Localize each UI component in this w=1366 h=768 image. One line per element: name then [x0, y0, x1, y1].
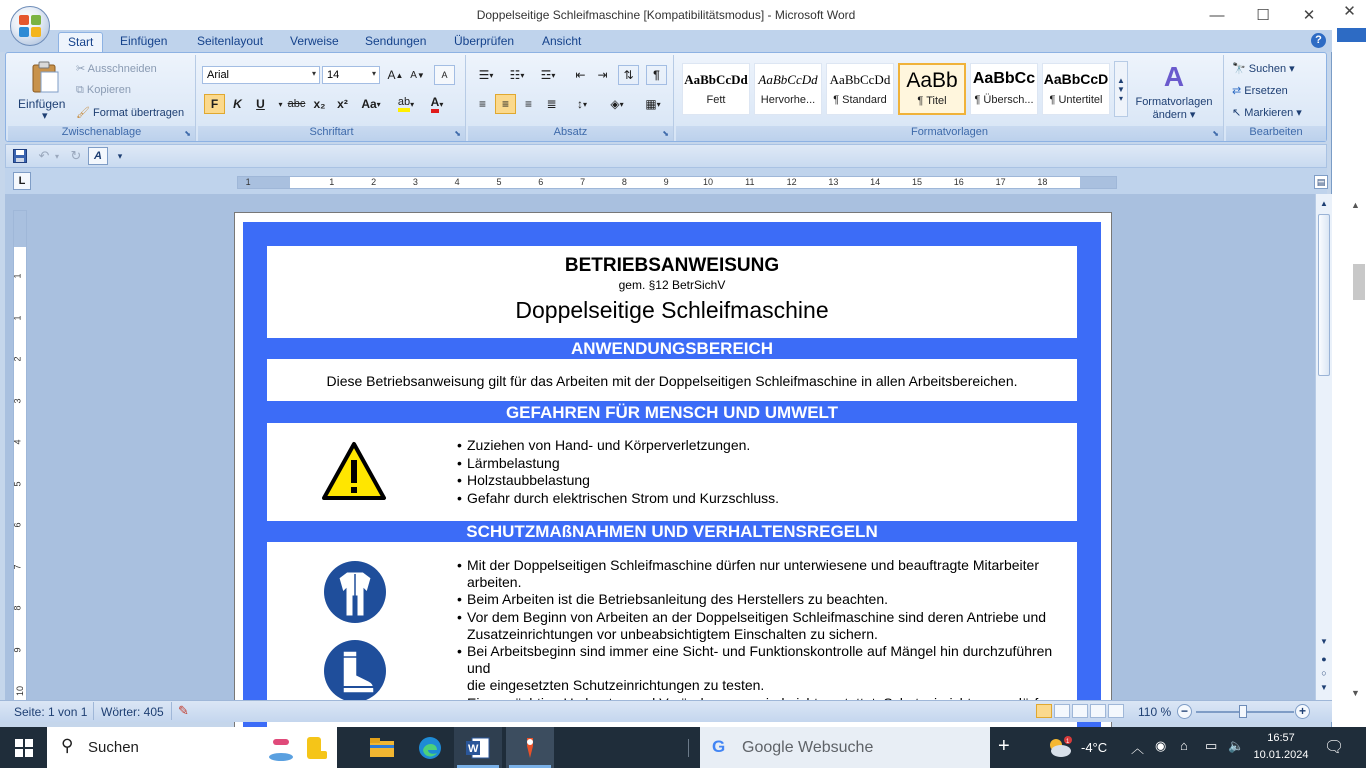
- chevron-up-icon[interactable]: ▲: [1117, 75, 1125, 85]
- cut-label: Ausschneiden: [87, 63, 157, 75]
- background-window-edge: [1333, 0, 1366, 727]
- style-name: ¶ Untertitel: [1049, 94, 1103, 106]
- copy-label: Kopieren: [86, 84, 131, 96]
- google-search-label: Google Websuche: [742, 739, 874, 756]
- justify-icon[interactable]: ≣: [546, 97, 557, 111]
- list-item: • Lärmbelastung: [457, 455, 779, 473]
- align-right-icon[interactable]: ≡: [524, 97, 532, 111]
- ruler-label: 1: [12, 273, 23, 279]
- subscript-button[interactable]: x₂: [313, 97, 326, 111]
- style-preview: AaBbCc: [972, 70, 1036, 87]
- safety-boots-icon: [323, 639, 387, 703]
- change-case-button[interactable]: [358, 94, 384, 114]
- bullets-icon[interactable]: ☰ ▾: [478, 68, 494, 82]
- style-preview: AaBb: [906, 69, 958, 92]
- ruler-label: 16: [953, 177, 964, 187]
- underline-dropdown-icon[interactable]: ▾: [278, 99, 283, 109]
- ruler-label: 4: [12, 439, 23, 445]
- ruler-label: 9: [12, 646, 23, 653]
- styles-launcher-icon[interactable]: ⬊: [1212, 129, 1219, 138]
- ribbon: [5, 52, 1327, 142]
- ruler-area: [5, 168, 1327, 194]
- search-label: Suchen: [88, 739, 139, 756]
- background-scroll-thumb[interactable]: [1353, 264, 1365, 300]
- ruler-label: 17: [995, 177, 1006, 187]
- copy-icon: ⧉: [76, 84, 84, 96]
- zoom-slider-thumb[interactable]: [1239, 705, 1247, 718]
- select-label: Markieren: [1244, 107, 1294, 119]
- view-ruler-icon[interactable]: ▤: [1314, 175, 1328, 189]
- style-name: ¶ Übersch...: [974, 94, 1034, 106]
- chevron-down-icon: ▾: [311, 69, 316, 78]
- list-item: • Holzstaubbelastung: [457, 472, 779, 490]
- weather-temp[interactable]: -4°C: [1081, 740, 1108, 755]
- ruler-label: 6: [538, 177, 544, 187]
- style-untertitel[interactable]: [1042, 63, 1110, 115]
- style-titel[interactable]: [898, 63, 966, 115]
- more-icon[interactable]: ▾: [1118, 93, 1123, 103]
- group-label-clipboard: Zwischenablage: [8, 126, 195, 141]
- quick-access-toolbar: [5, 144, 1327, 168]
- proofing-icon[interactable]: ✎: [178, 703, 189, 718]
- minimize-button[interactable]: —: [1209, 6, 1225, 24]
- style-preview: AaBbCcDd: [829, 72, 891, 87]
- group-label-editing: Bearbeiten: [1226, 126, 1326, 141]
- web-layout-icon[interactable]: [1072, 704, 1088, 718]
- style-standard[interactable]: [826, 63, 894, 115]
- change-styles-button[interactable]: Formatvorlagen ändern ▾: [1135, 96, 1213, 121]
- format-painter-button[interactable]: [76, 106, 184, 119]
- list-item: • Mit der Doppelseitigen Schleifmaschine dürfen nur unterwiesene und beauftragte Mitarbeiter: [457, 557, 1077, 574]
- ruler-label: 8: [12, 605, 23, 611]
- word-count[interactable]: Wörter: 405: [101, 705, 164, 719]
- grow-font-icon[interactable]: A ▲: [387, 68, 404, 82]
- ruler-label: 18: [1037, 177, 1048, 187]
- ruler-label: 5: [496, 177, 502, 187]
- google-search-box[interactable]: [700, 727, 990, 768]
- numbering-icon[interactable]: ☷ ▾: [509, 68, 525, 82]
- decrease-indent-icon[interactable]: ⇤: [575, 68, 586, 82]
- ruler-label: 3: [412, 177, 418, 187]
- scroll-down-icon[interactable]: ▼: [1320, 636, 1328, 646]
- group-styles: [676, 55, 1224, 141]
- ruler-label: 7: [580, 177, 586, 187]
- style-preview: AaBbCcD: [1043, 71, 1109, 87]
- format-painter-label: Format übertragen: [93, 107, 185, 119]
- cursor-icon: ↖: [1232, 107, 1242, 119]
- hazards-box: [267, 423, 1077, 521]
- notification-icon[interactable]: 🗨: [1324, 739, 1345, 756]
- help-icon[interactable]: ?: [1311, 33, 1326, 48]
- chevron-up-icon[interactable]: ▲: [1351, 200, 1360, 210]
- list-item: • Beim Arbeiten ist die Betriebsanleitung des Herstellers zu beachten.: [457, 591, 1077, 608]
- document-page[interactable]: [234, 212, 1112, 732]
- outline-icon[interactable]: [1090, 704, 1106, 718]
- list-item-continuation: Zusatzeinrichtungen vor unbeabsichtigtem Einschalten zu sichern.: [467, 625, 878, 642]
- group-editing: [1226, 55, 1326, 141]
- shading-icon[interactable]: ◈ ▾: [610, 97, 624, 111]
- scope-box: [267, 359, 1077, 401]
- group-clipboard: [8, 55, 196, 141]
- document-heading: BETRIEBSANWEISUNG: [564, 255, 780, 276]
- view-buttons: [1036, 704, 1124, 719]
- volume-icon[interactable]: 🔈: [1228, 738, 1245, 753]
- font-name-value: Arial: [207, 69, 230, 81]
- office-button[interactable]: [10, 6, 50, 46]
- font-size-combo[interactable]: [322, 66, 380, 84]
- ruler-label: 1: [12, 314, 23, 321]
- tab-selector[interactable]: L: [13, 172, 31, 190]
- list-item-continuation: die eingesetzten Schutzeinrichtungen zu testen.: [467, 677, 765, 694]
- window-title: Doppelseitige Schleifmaschine [Kompatibilitätsmodus] - Microsoft Word: [476, 8, 856, 22]
- group-label-paragraph: Absatz: [468, 126, 673, 141]
- tab-page-layout[interactable]: Seitenlayout: [197, 34, 264, 48]
- line-spacing-icon[interactable]: ↕ ▾: [576, 97, 587, 111]
- word-taskbar-icon[interactable]: [454, 727, 502, 768]
- ruler-label: 3: [12, 397, 23, 404]
- align-left-icon[interactable]: ≡: [478, 97, 486, 111]
- measures-list: [457, 557, 1077, 712]
- copy-button[interactable]: [76, 84, 131, 97]
- save-icon[interactable]: [12, 148, 28, 164]
- windows-icon: [15, 739, 33, 757]
- ruler-label: 12: [786, 177, 797, 187]
- font-color-button[interactable]: A ▾: [424, 94, 450, 114]
- group-label-font: Schriftart: [198, 126, 465, 141]
- ribbon-tab-bar: [0, 30, 1332, 52]
- paste-icon[interactable]: [28, 59, 62, 95]
- horizontal-ruler[interactable]: [237, 176, 1117, 189]
- paragraph-launcher-icon[interactable]: ⬊: [662, 129, 669, 138]
- style-name: ¶ Titel: [917, 95, 947, 107]
- list-item: • Zuziehen von Hand- und Körperverletzungen.: [457, 437, 779, 455]
- style-ueberschrift[interactable]: [970, 63, 1038, 115]
- document-area: [5, 194, 1315, 700]
- maximize-button[interactable]: ☐: [1256, 7, 1270, 24]
- chevron-up-icon[interactable]: ︿: [1131, 741, 1145, 756]
- clock-time[interactable]: 16:57: [1267, 732, 1295, 744]
- change-case-label: Aa: [361, 97, 377, 111]
- title-bar: [0, 0, 1332, 30]
- network-icon[interactable]: ▭: [1205, 738, 1218, 753]
- chevron-down-icon: ▾: [376, 99, 381, 109]
- styles-scroll[interactable]: [1114, 61, 1128, 117]
- list-item-continuation: arbeiten.: [467, 574, 522, 591]
- replace-icon: ⇄: [1232, 85, 1242, 97]
- zoom-level[interactable]: 110 %: [1138, 705, 1172, 719]
- ruler-label: 10: [702, 177, 714, 187]
- undo-icon[interactable]: ↶: [38, 148, 50, 163]
- paste-button[interactable]: Einfügen: [18, 97, 66, 111]
- font-name-combo[interactable]: [202, 66, 320, 84]
- chevron-down-icon: ▾: [371, 69, 376, 78]
- font-size-value: 14: [327, 69, 340, 81]
- tab-view[interactable]: Ansicht: [542, 34, 582, 48]
- find-label: Suchen: [1248, 63, 1287, 75]
- ruler-label: 9: [663, 177, 669, 187]
- style-name: Hervorhe...: [760, 94, 816, 106]
- legal-reference: gem. §12 BetrSichV: [618, 278, 726, 292]
- full-screen-reading-icon[interactable]: [1054, 704, 1070, 718]
- brush-icon: 🖌: [76, 107, 90, 119]
- ruler-label: 2: [12, 356, 23, 362]
- customize-qat-icon[interactable]: ▾: [117, 150, 123, 161]
- highlight-color-button[interactable]: ab ▾: [393, 94, 419, 114]
- sort-icon[interactable]: ⇅: [618, 65, 639, 85]
- svg-text:W: W: [468, 742, 479, 755]
- app-taskbar-icon[interactable]: [506, 727, 554, 768]
- taskbar-search[interactable]: [47, 727, 337, 768]
- zoom-out-icon[interactable]: −: [1177, 704, 1192, 719]
- cut-button[interactable]: [76, 62, 157, 75]
- start-button[interactable]: [0, 727, 48, 768]
- tray-icon-1[interactable]: ◉: [1155, 738, 1167, 753]
- find-button[interactable]: 🔭 Suchen ▾: [1232, 63, 1295, 75]
- edge-browser-icon[interactable]: [406, 727, 454, 768]
- list-item: • Bei Arbeitsbeginn sind immer eine Sicht- und Funktionskontrolle auf Mängel hin durchzuführen und: [457, 643, 1077, 677]
- ruler-label: 5: [12, 480, 23, 487]
- ruler-label: 7: [12, 563, 23, 570]
- group-paragraph: [468, 55, 674, 141]
- group-label-styles: Formatvorlagen: [676, 126, 1223, 141]
- paste-dropdown-icon[interactable]: ▾: [42, 110, 48, 122]
- ruler-label: 11: [745, 177, 755, 187]
- list-item: • Vor dem Beginn von Arbeiten an der Doppelseitigen Schleifmaschine sind deren Antriebe und: [457, 609, 1077, 626]
- instruction-frame: [243, 222, 1101, 742]
- ruler-label: 10: [15, 685, 26, 697]
- hazard-list: [457, 437, 779, 507]
- clock-date[interactable]: 10.01.2024: [1253, 749, 1309, 761]
- taskbar: [0, 727, 1366, 768]
- ruler-label: 15: [911, 177, 923, 187]
- search-icon: ⚲: [61, 736, 74, 755]
- clear-format-icon[interactable]: A: [434, 65, 455, 85]
- chevron-down-icon[interactable]: ▼: [1117, 84, 1125, 94]
- section-banner-measures: SCHUTZMAßNAHMEN UND VERHALTENSREGELN: [466, 522, 878, 541]
- borders-icon[interactable]: ▦ ▾: [645, 97, 661, 111]
- ruler-label: 14: [870, 177, 881, 187]
- replace-label: Ersetzen: [1244, 85, 1288, 97]
- weather-icon[interactable]: [1046, 736, 1074, 758]
- chevron-down-icon[interactable]: ▼: [1351, 688, 1360, 698]
- machine-title: Doppelseitige Schleifmaschine: [515, 297, 829, 323]
- search-highlight-image: [267, 733, 331, 763]
- next-page-icon[interactable]: ▼: [1320, 682, 1328, 692]
- change-styles-icon[interactable]: A: [1163, 61, 1185, 92]
- bold-button[interactable]: F: [204, 94, 225, 114]
- scissors-icon: ✂: [76, 63, 86, 75]
- increase-indent-icon[interactable]: ⇥: [597, 68, 608, 82]
- ruler-label: 1: [245, 177, 251, 187]
- header-box: [267, 246, 1077, 338]
- protective-clothing-icon: [323, 560, 387, 624]
- redo-icon[interactable]: ↻: [70, 148, 82, 163]
- binoculars-icon: 🔭: [1232, 63, 1246, 75]
- section-banner-scope: ANWENDUNGSBEREICH: [570, 339, 774, 358]
- vertical-ruler[interactable]: [13, 210, 27, 710]
- font-color-icon: A: [431, 95, 440, 113]
- style-preview: AaBbCcDd: [684, 72, 748, 87]
- section-banner-hazards: GEFAHREN FÜR MENSCH UND UMWELT: [505, 403, 839, 422]
- tab-start[interactable]: Start: [58, 32, 103, 52]
- svg-text:1: 1: [1066, 739, 1070, 745]
- file-explorer-icon[interactable]: [358, 727, 406, 768]
- clipboard-launcher-icon[interactable]: ⬊: [184, 129, 191, 138]
- multilevel-list-icon[interactable]: ☲ ▾: [540, 68, 556, 82]
- pilcrow-icon[interactable]: ¶: [646, 65, 667, 85]
- google-icon: G: [712, 737, 726, 756]
- superscript-button[interactable]: x²: [337, 97, 348, 111]
- tray-icon-2[interactable]: ⌂: [1180, 738, 1188, 753]
- ruler-label: 8: [621, 177, 627, 187]
- tab-review[interactable]: Überprüfen: [454, 34, 515, 48]
- scroll-up-icon[interactable]: ▲: [1320, 198, 1328, 208]
- vertical-scrollbar[interactable]: [1315, 194, 1332, 700]
- shrink-font-icon[interactable]: A ▼: [410, 69, 425, 81]
- list-item: • Gefahr durch elektrischen Strom und Kurzschluss.: [457, 490, 779, 508]
- highlighter-icon: ab: [398, 96, 410, 112]
- tab-insert[interactable]: Einfügen: [120, 34, 168, 48]
- ruler-label: 6: [12, 522, 23, 528]
- zoom-in-icon[interactable]: +: [1295, 704, 1310, 719]
- undo-dropdown-icon[interactable]: ▾: [54, 151, 59, 161]
- style-hervorhebung[interactable]: [754, 63, 822, 115]
- status-bar: [0, 700, 1332, 722]
- style-preview: AaBbCcDd: [758, 72, 818, 87]
- tab-mailings[interactable]: Sendungen: [365, 34, 427, 48]
- style-name: ¶ Standard: [833, 94, 887, 106]
- draft-icon[interactable]: [1108, 704, 1124, 718]
- style-fett[interactable]: [682, 63, 750, 115]
- tab-references[interactable]: Verweise: [290, 34, 339, 48]
- italic-button[interactable]: K: [233, 97, 242, 111]
- font-launcher-icon[interactable]: ⬊: [454, 129, 461, 138]
- print-layout-icon[interactable]: [1036, 704, 1052, 718]
- new-tab-icon[interactable]: +: [998, 735, 1010, 757]
- style-name: Fett: [706, 94, 726, 106]
- ruler-label: 4: [454, 177, 460, 187]
- ruler-label: 1: [329, 177, 335, 187]
- ruler-label: 13: [828, 177, 839, 187]
- ruler-label: 2: [371, 177, 377, 187]
- group-font: [198, 55, 466, 141]
- page-count[interactable]: Seite: 1 von 1: [14, 705, 88, 719]
- spellcheck-icon[interactable]: A: [88, 147, 108, 165]
- background-close-icon[interactable]: ✕: [1343, 3, 1356, 20]
- align-center-icon[interactable]: ≡: [495, 94, 516, 114]
- replace-button[interactable]: [1232, 84, 1288, 97]
- strikethrough-button[interactable]: abc: [287, 98, 306, 110]
- scrollbar-thumb[interactable]: [1318, 214, 1330, 376]
- previous-page-icon[interactable]: ●: [1321, 654, 1327, 664]
- warning-triangle-icon: [321, 441, 391, 503]
- browse-object-icon[interactable]: ○: [1321, 668, 1327, 678]
- underline-button[interactable]: U: [256, 97, 265, 111]
- office-logo-icon: [19, 15, 41, 37]
- scope-text: Diese Betriebsanweisung gilt für das Arbeiten mit der Doppelseitigen Schleifmaschine in allen Arbeitsbereichen.: [326, 373, 1018, 389]
- change-styles-label: Formatvorlagen ändern: [1135, 96, 1213, 121]
- close-button[interactable]: ✕: [1302, 7, 1316, 24]
- select-button[interactable]: ↖ Markieren ▾: [1232, 107, 1302, 119]
